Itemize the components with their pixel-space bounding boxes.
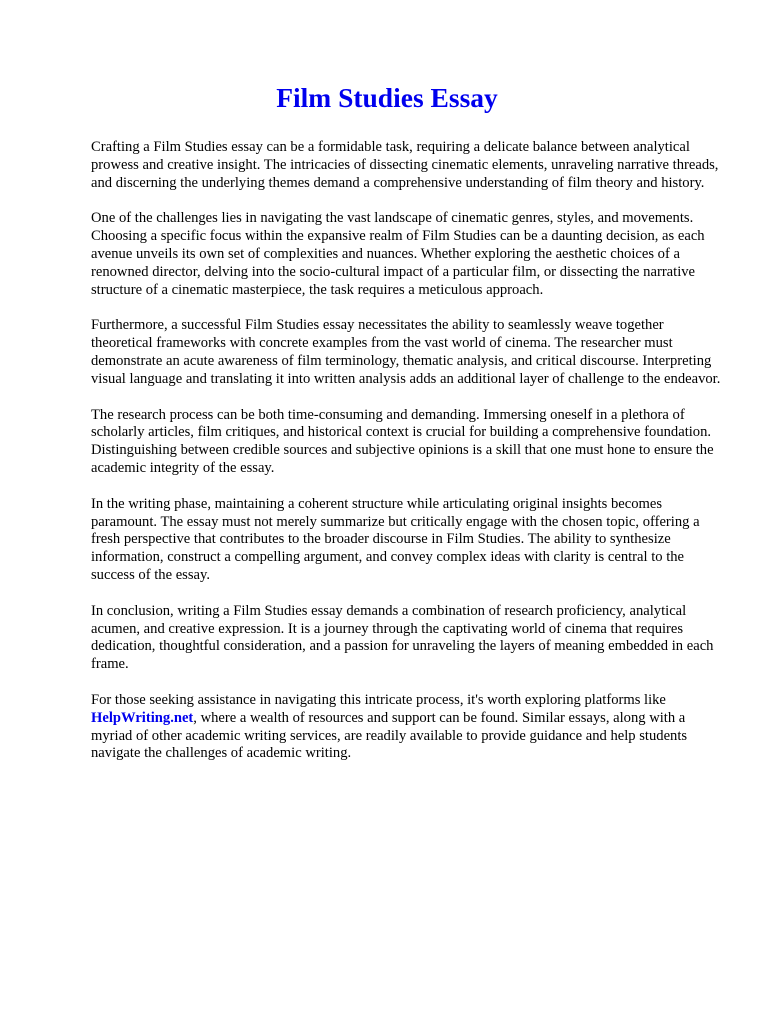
paragraph-conclusion: In conclusion, writing a Film Studies essay demands a combination of research proficiency, analytical acumen, and creative expression. It is a journey through the captivating world of cinema that requires dedication, thoughtful consideration, and a passion for unraveling the layers of meaning embedded in each frame. bbox=[91, 602, 714, 673]
closing-text-before-link: For those seeking assistance in navigating this intricate process, it's worth exploring platforms like bbox=[91, 691, 666, 708]
helpwriting-link[interactable]: HelpWriting.net bbox=[91, 709, 194, 726]
paragraph-intro: Crafting a Film Studies essay can be a formidable task, requiring a delicate balance between analytical prowess and creative insight. The intricacies of dissecting cinematic elements, unraveling narrative threads, and discerning the underlying themes demand a comprehensive understanding of film theory and history. bbox=[91, 139, 719, 191]
paragraph-research: The research process can be both time-consuming and demanding. Immersing oneself in a plethora of scholarly articles, film critiques, and historical context is crucial for building a comprehensive foundation. Distinguishing between credible sources and subjective opinions is a skill that one must hone to ensure the academic integrity of the essay. bbox=[91, 406, 714, 476]
paragraph-frameworks: Furthermore, a successful Film Studies essay necessitates the ability to seamlessly weave together theoretical frameworks with concrete examples from the vast world of cinema. The researcher must demonstrate an acute awareness of film terminology, thematic analysis, and critical discourse. Interpreting visual language and translating it into written analysis adds an additional layer of challenge to the endeavor. bbox=[91, 317, 721, 387]
closing-text-after-link: , where a wealth of resources and support can be found. Similar essays, along with a myriad of other academic writing services, are readily available to provide guidance and help students navigate the challenges of academic writing. bbox=[91, 709, 688, 762]
page-title: Film Studies Essay bbox=[276, 82, 498, 113]
paragraph-challenges: One of the challenges lies in navigating the vast landscape of cinematic genres, styles, and movements. Choosing a specific focus within the expansive realm of Film Studies can be a daunting decision, as each avenue unveils its own set of complexities and nuances. Whether exploring the aesthetic choices of a renowned director, delving into the socio-cultural impact of a particular film, or dissecting the narrative structure of a cinematic masterpiece, the task requires a meticulous approach. bbox=[91, 210, 705, 298]
paragraph-writing-phase: In the writing phase, maintaining a coherent structure while articulating original insights becomes paramount. The essay must not merely summarize but critically engage with the chosen topic, offering a fresh perspective that contributes to the broader discourse in Film Studies. The ability to synthesize information, construct a compelling argument, and convey complex ideas with clarity is central to the success of the essay. bbox=[91, 495, 700, 583]
paragraph-closing bbox=[91, 692, 728, 763]
